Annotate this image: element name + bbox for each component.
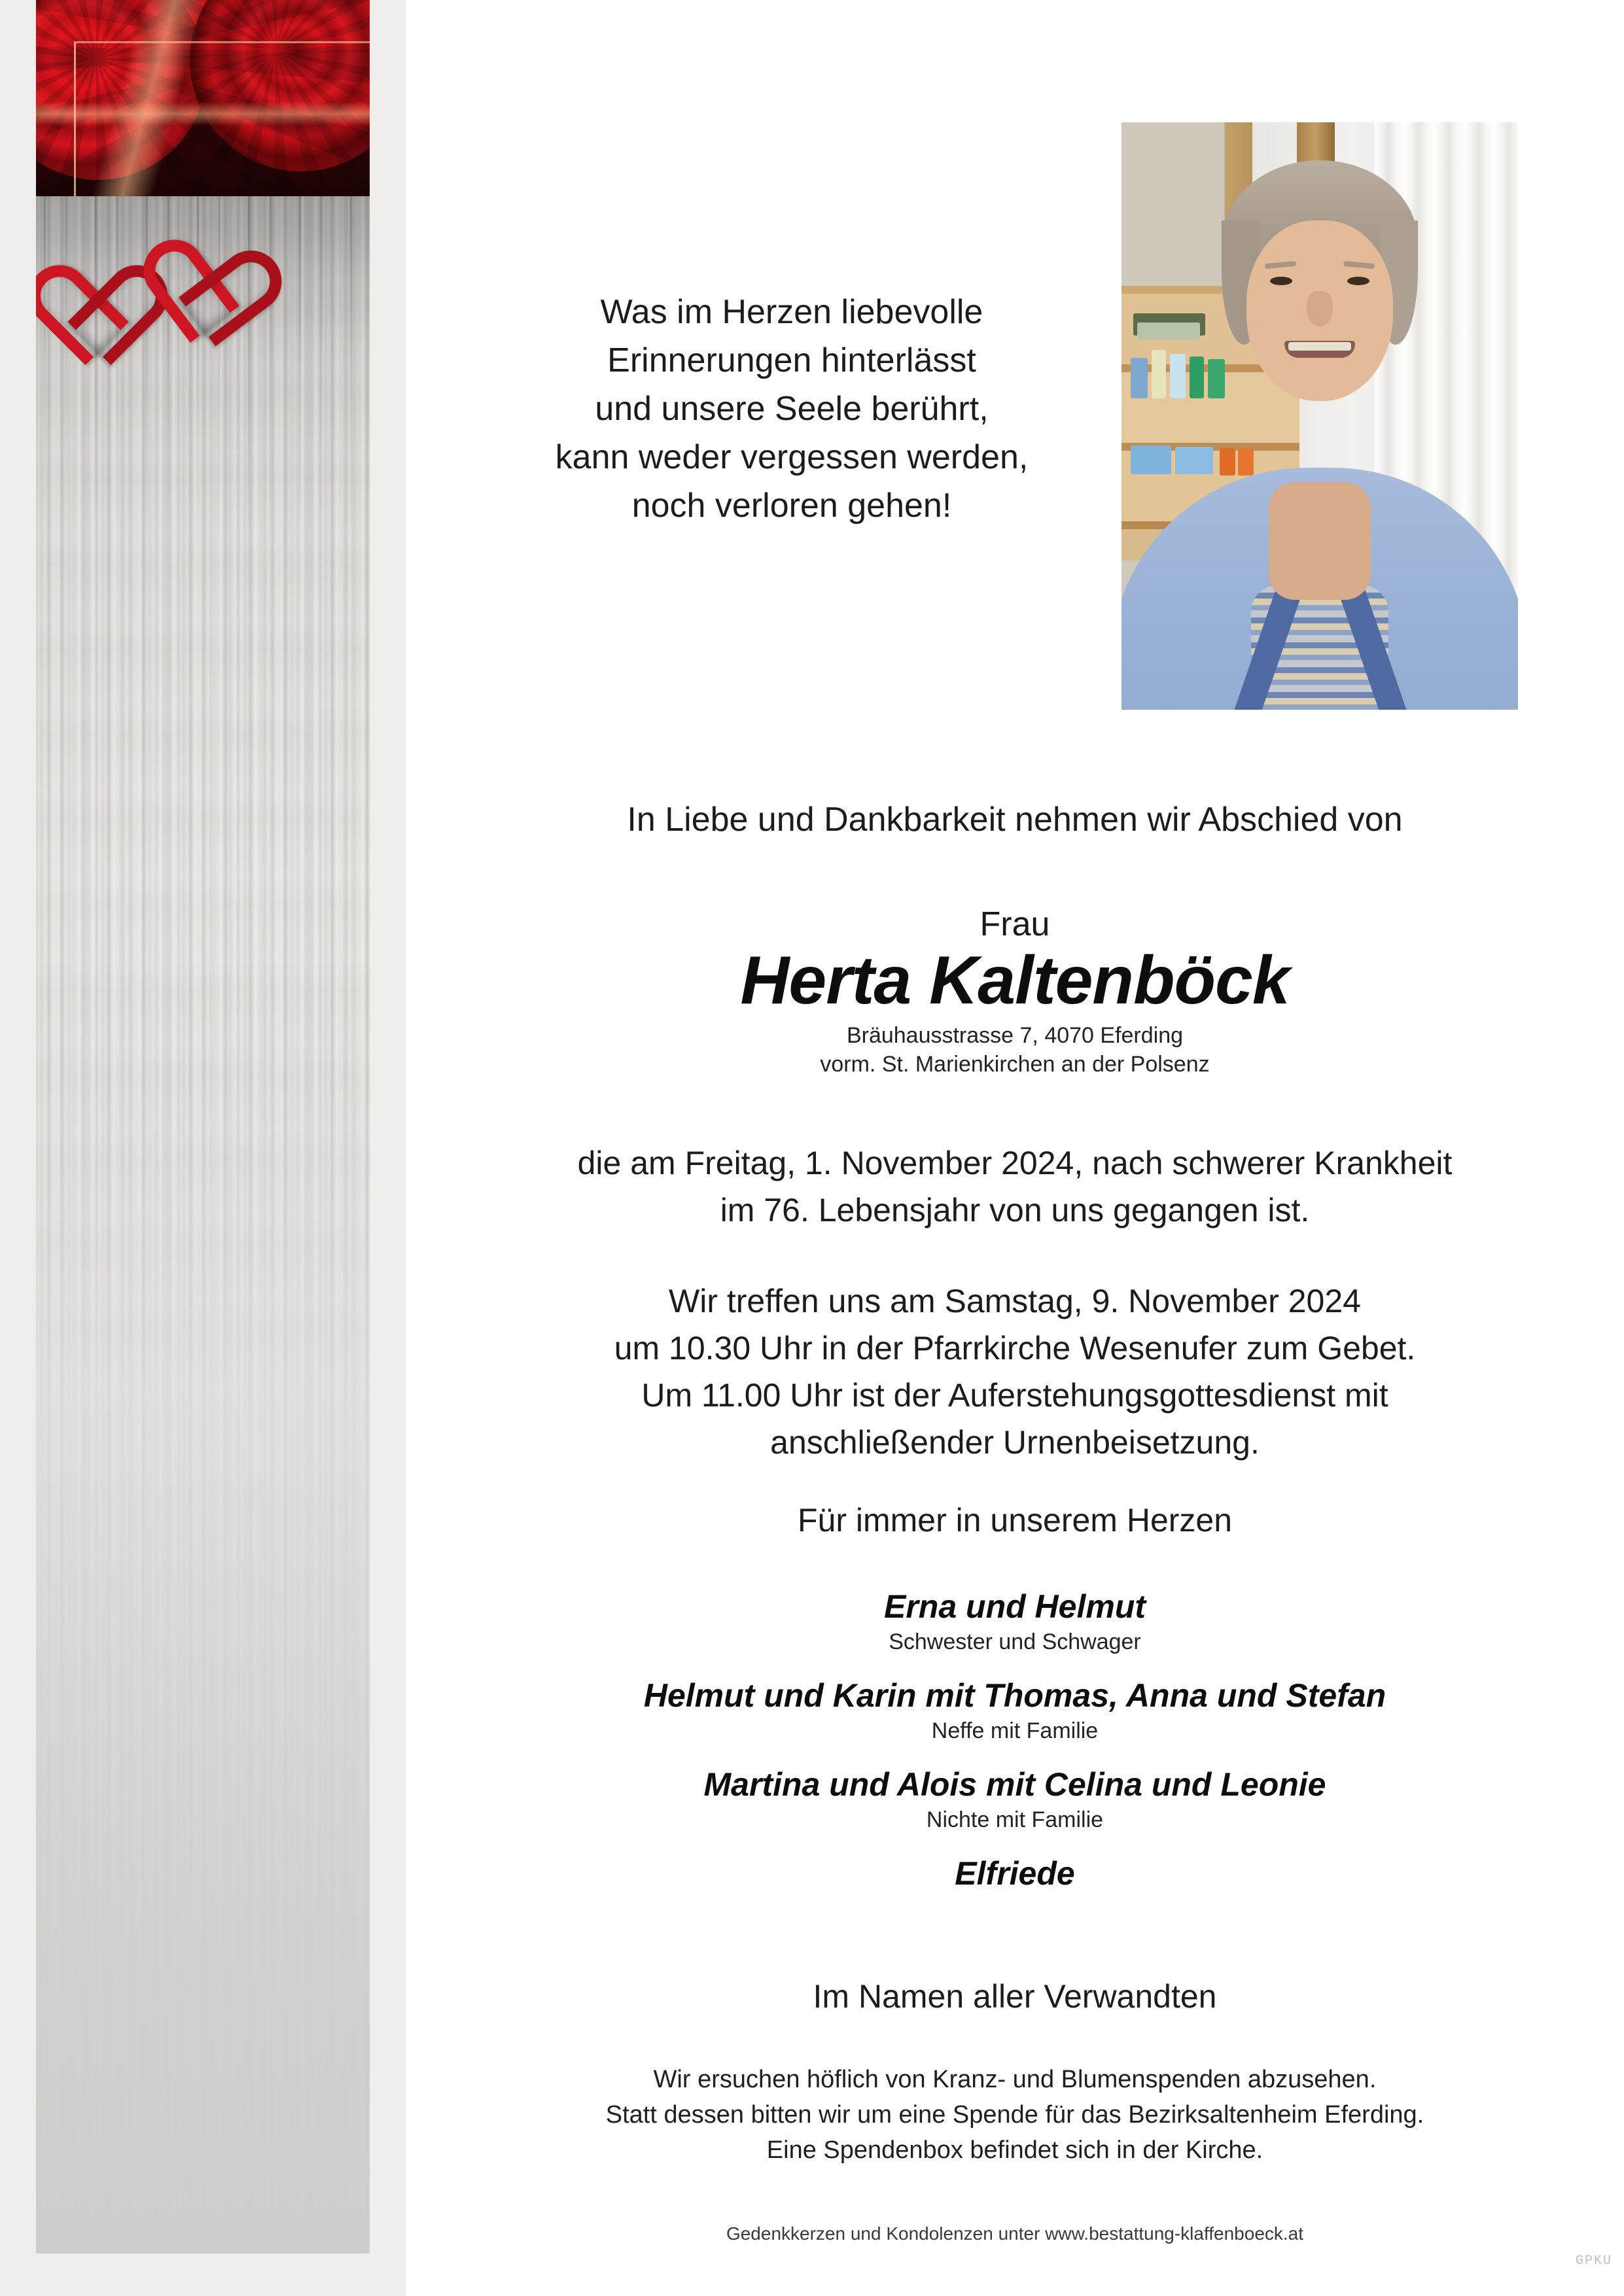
decorative-border-strip: [0, 0, 406, 2296]
portrait-photo: [1121, 122, 1518, 710]
survivors-list: [406, 1586, 1624, 1912]
on-behalf-line: Im Namen aller Verwandten: [813, 1978, 1217, 2015]
survivor-group: [406, 1675, 1624, 1746]
forever-line: Für immer in unserem Herzen: [797, 1502, 1233, 1539]
survivor-group: [406, 1764, 1624, 1835]
decorative-frame-lines: [74, 41, 370, 196]
funeral-line: Wir treffen uns am Samstag, 9. November 2024: [669, 1283, 1361, 1319]
print-mark: GPKU: [1575, 2253, 1612, 2269]
poem-line: noch verloren gehen!: [631, 487, 952, 525]
wood-fade-overlay: [36, 1011, 370, 2253]
poem-line: und unsere Seele berührt,: [595, 390, 989, 428]
border-artwork-panel: [36, 0, 370, 2253]
donation-line: Wir ersuchen höflich von Kranz- und Blumenspenden abzusehen.: [653, 2066, 1377, 2093]
survivor-names: Helmut und Karin mit Thomas, Anna und Stefan: [643, 1677, 1386, 1714]
footer-note: Gedenkkerzen und Kondolenzen unter www.bestattung-klaffenboeck.at: [726, 2223, 1304, 2244]
donation-line: Eine Spendenbox befindet sich in der Kirche.: [766, 2136, 1263, 2164]
salutation: Frau: [980, 905, 1050, 943]
address-block: [406, 1021, 1624, 1079]
survivor-names: Martina und Alois mit Celina und Leonie: [703, 1766, 1326, 1803]
heart-icon: [177, 200, 313, 327]
death-notice-line: die am Freitag, 1. November 2024, nach schwerer Krankheit: [577, 1145, 1453, 1181]
funeral-line: um 10.30 Uhr in der Pfarrkirche Wesenufer zum Gebet.: [614, 1330, 1416, 1366]
eye-right: [1347, 277, 1369, 285]
red-roses-image: [36, 0, 370, 196]
memorial-poem: [406, 288, 1178, 530]
survivor-names: Elfriede: [955, 1855, 1075, 1892]
donation-line: Statt dessen bitten wir um eine Spende für das Bezirksaltenheim Eferding.: [605, 2101, 1424, 2129]
eye-left: [1270, 277, 1292, 285]
death-notice: [406, 1139, 1624, 1234]
nose: [1307, 291, 1333, 326]
survivor-group: [406, 1586, 1624, 1657]
address-line: Bräuhausstrasse 7, 4070 Eferding: [846, 1023, 1184, 1048]
announcement-intro: In Liebe und Dankbarkeit nehmen wir Abschied von: [627, 801, 1403, 839]
person-figure: [1121, 122, 1518, 710]
neck: [1269, 482, 1371, 600]
poem-line: Was im Herzen liebevolle: [600, 293, 983, 331]
survivor-relation: Nichte mit Familie: [926, 1807, 1104, 1832]
funeral-details: [406, 1278, 1624, 1466]
funeral-line: Um 11.00 Uhr ist der Auferstehungsgottesdienst mit: [641, 1377, 1388, 1414]
mouth: [1284, 341, 1355, 358]
survivor-names: Erna und Helmut: [883, 1588, 1146, 1625]
survivor-relation: Neffe mit Familie: [931, 1718, 1099, 1743]
former-address-line: vorm. St. Marienkirchen an der Polsenz: [820, 1052, 1210, 1077]
poem-line: Erinnerungen hinterlässt: [607, 341, 976, 379]
card-content: [406, 0, 1624, 2296]
donation-notice: [406, 2062, 1624, 2168]
deceased-name: Herta Kaltenböck: [740, 943, 1290, 1018]
death-notice-line: im 76. Lebensjahr von uns gegangen ist.: [720, 1192, 1310, 1228]
ribbon-hearts-image: [56, 204, 350, 355]
poem-line: kann weder vergessen werden,: [555, 438, 1029, 476]
survivor-group: [406, 1853, 1624, 1894]
survivor-relation: Schwester und Schwager: [889, 1629, 1141, 1654]
funeral-line: anschließender Urnenbeisetzung.: [770, 1424, 1260, 1461]
